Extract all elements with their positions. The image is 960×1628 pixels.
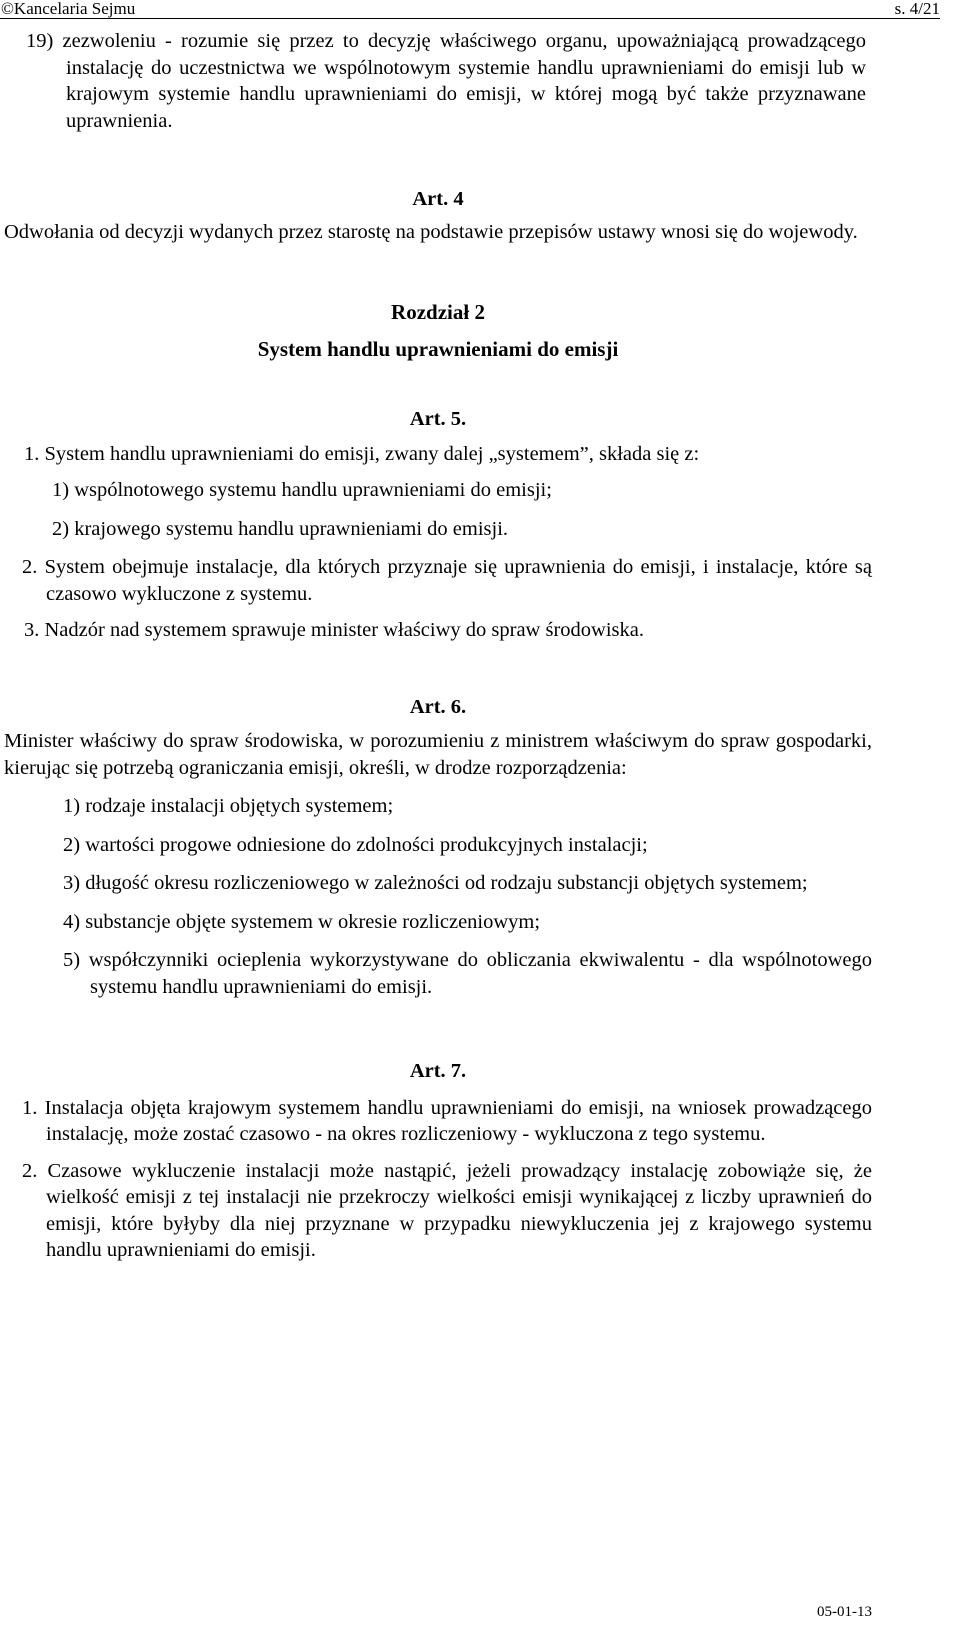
article-7-heading: Art. 7. (409, 1060, 467, 1082)
article-6-item-2: 2) wartości progowe odniesione do zdolności produkcyjnych instalacji; (63, 833, 648, 856)
article-5-item-2: 2) krajowego systemu handlu uprawnieniami do emisji. (52, 517, 509, 540)
article-6-item-5: 5) współczynniki ocieplenia wykorzystywane do obliczania ekwiwalentu - dla wspólnotowego systemu handlu uprawnieniami do emisji. (63, 949, 872, 998)
article-7-paragraph-1: 1. Instalacja objęta krajowym systemem handlu uprawnieniami do emisji, na wniosek prowadzącego instalację, może zostać czasowo - na okres rozliczeniowy - wykluczona z tego systemu. (22, 1096, 872, 1145)
chapter-title: System handlu uprawnieniami do emisji (257, 336, 619, 361)
article-6-heading: Art. 6. (409, 695, 467, 718)
definition-item-19: 19) zezwoleniu - rozumie się przez to decyzję właściwego organu, upoważniającą prowadzącego instalację do uczestnictwa we wspólnotowym systemie handlu uprawnieniami do emisji lub w krajowym systemie handlu uprawnieniami do emisji, w której mogą być także przyznawane uprawnienia. (26, 30, 866, 132)
article-5-paragraph-3: 3. Nadzór nad systemem sprawuje minister właściwy do spraw środowiska. (24, 619, 644, 641)
article-5-paragraph-1: 1. System handlu uprawnieniami do emisji, zwany dalej „systemem”, składa się z: (24, 442, 700, 465)
article-5-paragraph-2: 2. System obejmuje instalacje, dla których przyznaje się uprawnienia do emisji, i instalacje, które są czasowo wykluczone z systemu. (22, 556, 872, 605)
article-6-intro: Minister właściwy do spraw środowiska, w porozumieniu z ministrem właściwym do spraw gospodarki, kierując się potrzebą ograniczania emisji, określi, w drodze rozporządzenia: (4, 730, 872, 779)
header-copyright: ©Kancelaria Sejmu (1, 0, 136, 18)
document-body (4, 28, 872, 1264)
page-header (0, 0, 940, 19)
article-4-text: Odwołania od decyzji wydanych przez starostę na podstawie przepisów ustawy wnosi się do wojewody. (4, 220, 858, 243)
article-6-item-3: 3) długość okresu rozliczeniowego w zależności od rodzaju substancji objętych systemem; (63, 872, 808, 894)
page-footer-date: 05-01-13 (817, 1604, 872, 1620)
chapter-number: Rozdział 2 (391, 300, 485, 324)
header-page-number: s. 4/21 (894, 0, 940, 18)
article-5-heading: Art. 5. (409, 408, 467, 430)
article-6-item-1: 1) rodzaje instalacji objętych systemem; (63, 795, 394, 817)
article-4-heading: Art. 4 (412, 188, 464, 210)
article-7-paragraph-2: 2. Czasowe wykluczenie instalacji może nastąpić, jeżeli prowadzący instalację zobowiąże się, że wielkość emisji z tej instalacji nie przekroczy wielkości emisji wynikającej z liczby uprawnień do emisji, które byłyby dla niej przyznane w przypadku niewykluczenia jej z krajowego systemu handlu uprawnieniami do emisji. (22, 1159, 872, 1261)
article-6-item-4: 4) substancje objęte systemem w okresie rozliczeniowym; (63, 910, 541, 933)
article-5-item-1: 1) wspólnotowego systemu handlu uprawnieniami do emisji; (52, 479, 552, 501)
